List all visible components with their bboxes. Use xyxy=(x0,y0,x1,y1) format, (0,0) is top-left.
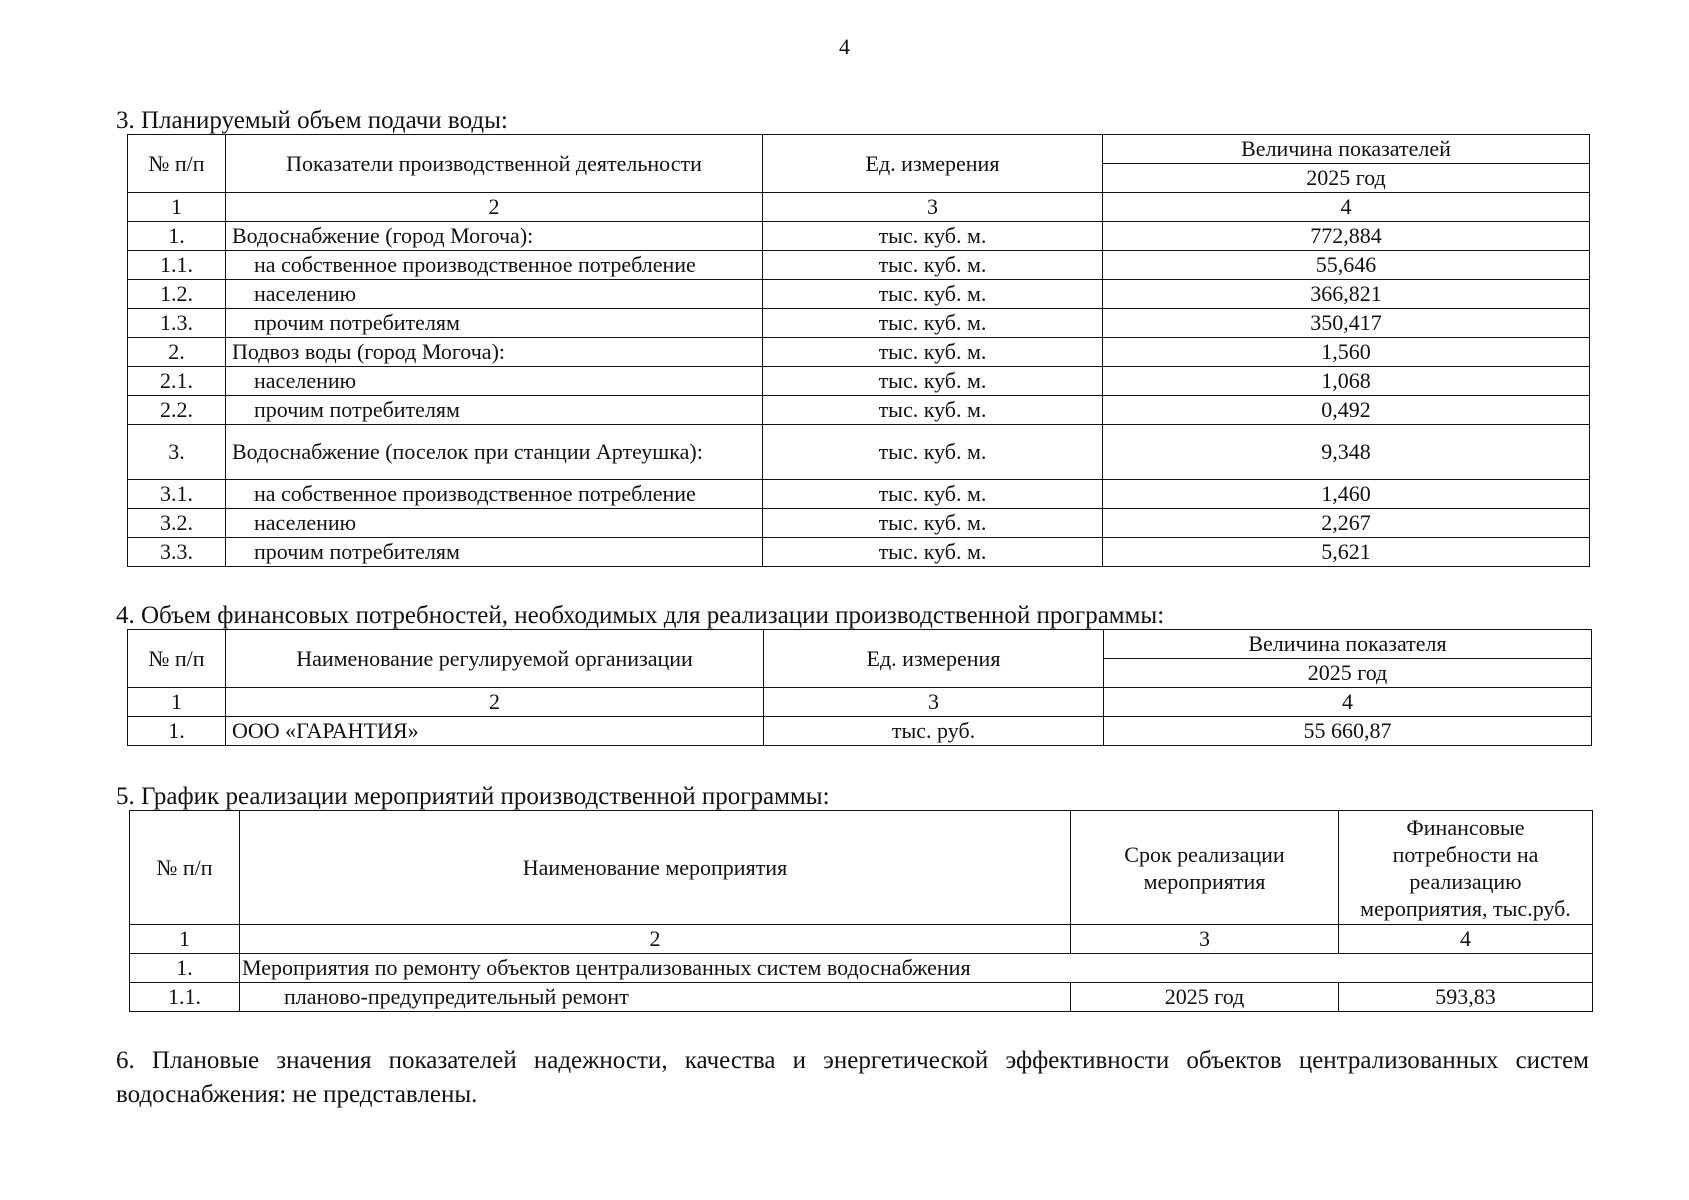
row-unit: тыс. куб. м. xyxy=(763,396,1103,425)
row-unit: тыс. куб. м. xyxy=(763,480,1103,509)
row-unit: тыс. куб. м. xyxy=(763,425,1103,480)
header-year: 2025 год xyxy=(1104,659,1592,688)
row-num: 3.3. xyxy=(128,538,226,567)
header-indicator: Показатели производственной деятельности xyxy=(226,135,763,193)
row-finance: 593,83 xyxy=(1339,983,1593,1012)
row-name: населению xyxy=(226,509,763,538)
table-row xyxy=(128,509,1590,538)
row-name: прочим потребителям xyxy=(226,538,763,567)
row-value: 1,068 xyxy=(1103,367,1590,396)
row-name: населению xyxy=(226,280,763,309)
row-num: 3. xyxy=(128,425,226,480)
header-unit: Ед. измерения xyxy=(764,630,1104,688)
row-unit: тыс. куб. м. xyxy=(763,338,1103,367)
row-num: 2.2. xyxy=(128,396,226,425)
header-num: № п/п xyxy=(130,811,240,925)
row-name: прочим потребителям xyxy=(226,396,763,425)
row-unit: тыс. куб. м. xyxy=(763,222,1103,251)
header-num: № п/п xyxy=(128,135,226,193)
table-row xyxy=(128,538,1590,567)
col-number: 2 xyxy=(226,688,764,717)
header-name: Наименование мероприятия xyxy=(240,811,1071,925)
table-row xyxy=(128,717,1592,746)
section-6-text: 6. Плановые значения показателей надежности, качества и энергетической эффективности объектов централизованных систем водоснабжения: не представлены. xyxy=(116,1047,1589,1108)
row-unit: тыс. руб. xyxy=(764,717,1104,746)
row-num: 1.2. xyxy=(128,280,226,309)
row-num: 1.1. xyxy=(130,983,240,1012)
row-num: 1. xyxy=(128,222,226,251)
header-term: Срок реализации мероприятия xyxy=(1071,811,1339,925)
header-unit: Ед. измерения xyxy=(763,135,1103,193)
row-name: ООО «ГАРАНТИЯ» xyxy=(226,717,764,746)
row-unit: тыс. куб. м. xyxy=(763,509,1103,538)
col-number: 2 xyxy=(240,925,1071,954)
page-number: 4 xyxy=(839,34,850,59)
header-year: 2025 год xyxy=(1103,164,1590,193)
schedule-table xyxy=(129,810,1593,1012)
row-name: планово-предупредительный ремонт xyxy=(240,983,1071,1012)
row-name: на собственное производственное потребление xyxy=(226,480,763,509)
row-num: 1. xyxy=(130,954,240,983)
row-num: 1.1. xyxy=(128,251,226,280)
row-term: 2025 год xyxy=(1071,983,1339,1012)
row-name: Мероприятия по ремонту объектов централизованных систем водоснабжения xyxy=(240,954,1593,983)
row-value: 9,348 xyxy=(1103,425,1590,480)
col-number: 3 xyxy=(763,193,1103,222)
row-unit: тыс. куб. м. xyxy=(763,538,1103,567)
table-row xyxy=(130,983,1593,1012)
row-num: 1. xyxy=(128,717,226,746)
financial-needs-table xyxy=(127,629,1592,746)
row-unit: тыс. куб. м. xyxy=(763,251,1103,280)
col-number: 2 xyxy=(226,193,763,222)
row-name: населению xyxy=(226,367,763,396)
table-row xyxy=(128,222,1590,251)
col-number: 1 xyxy=(130,925,240,954)
row-name: прочим потребителям xyxy=(226,309,763,338)
row-num: 2.1. xyxy=(128,367,226,396)
header-finance: Финансовые потребности на реализацию мероприятия, тыс.руб. xyxy=(1339,811,1593,925)
row-name: Водоснабжение (город Могоча): xyxy=(226,222,763,251)
table-row xyxy=(128,367,1590,396)
table-row xyxy=(128,251,1590,280)
row-value: 350,417 xyxy=(1103,309,1590,338)
col-number: 1 xyxy=(128,193,226,222)
header-num: № п/п xyxy=(128,630,226,688)
col-number: 4 xyxy=(1104,688,1592,717)
col-number: 4 xyxy=(1103,193,1590,222)
col-number: 3 xyxy=(764,688,1104,717)
row-value: 772,884 xyxy=(1103,222,1590,251)
row-num: 2. xyxy=(128,338,226,367)
row-value: 55,646 xyxy=(1103,251,1590,280)
section-3-title: 3. Планируемый объем подачи воды: xyxy=(116,107,508,134)
row-num: 3.2. xyxy=(128,509,226,538)
row-unit: тыс. куб. м. xyxy=(763,309,1103,338)
section-5-title: 5. График реализации мероприятий производственной программы: xyxy=(116,783,830,810)
row-unit: тыс. куб. м. xyxy=(763,280,1103,309)
row-value: 0,492 xyxy=(1103,396,1590,425)
section-4-title: 4. Объем финансовых потребностей, необходимых для реализации производственной программы: xyxy=(116,602,1165,629)
table-row xyxy=(128,280,1590,309)
header-value-group: Величина показателей xyxy=(1103,135,1590,164)
row-value: 1,460 xyxy=(1103,480,1590,509)
header-org: Наименование регулируемой организации xyxy=(226,630,764,688)
table-row xyxy=(128,309,1590,338)
row-unit: тыс. куб. м. xyxy=(763,367,1103,396)
row-value: 5,621 xyxy=(1103,538,1590,567)
col-number: 3 xyxy=(1071,925,1339,954)
table-row xyxy=(128,425,1590,480)
row-name: на собственное производственное потребление xyxy=(226,251,763,280)
row-name: Подвоз воды (город Могоча): xyxy=(226,338,763,367)
column-number-row xyxy=(130,925,1593,954)
column-number-row xyxy=(128,193,1590,222)
row-num: 3.1. xyxy=(128,480,226,509)
row-value: 366,821 xyxy=(1103,280,1590,309)
col-number: 1 xyxy=(128,688,226,717)
header-value-group: Величина показателя xyxy=(1104,630,1592,659)
row-value: 55 660,87 xyxy=(1104,717,1592,746)
row-num: 1.3. xyxy=(128,309,226,338)
col-number: 4 xyxy=(1339,925,1593,954)
water-supply-table xyxy=(127,134,1590,567)
group-row xyxy=(130,954,1593,983)
row-name: Водоснабжение (поселок при станции Артеушка): xyxy=(226,425,763,480)
table-row xyxy=(128,480,1590,509)
table-row xyxy=(128,338,1590,367)
table-row xyxy=(128,396,1590,425)
column-number-row xyxy=(128,688,1592,717)
row-value: 2,267 xyxy=(1103,509,1590,538)
row-value: 1,560 xyxy=(1103,338,1590,367)
